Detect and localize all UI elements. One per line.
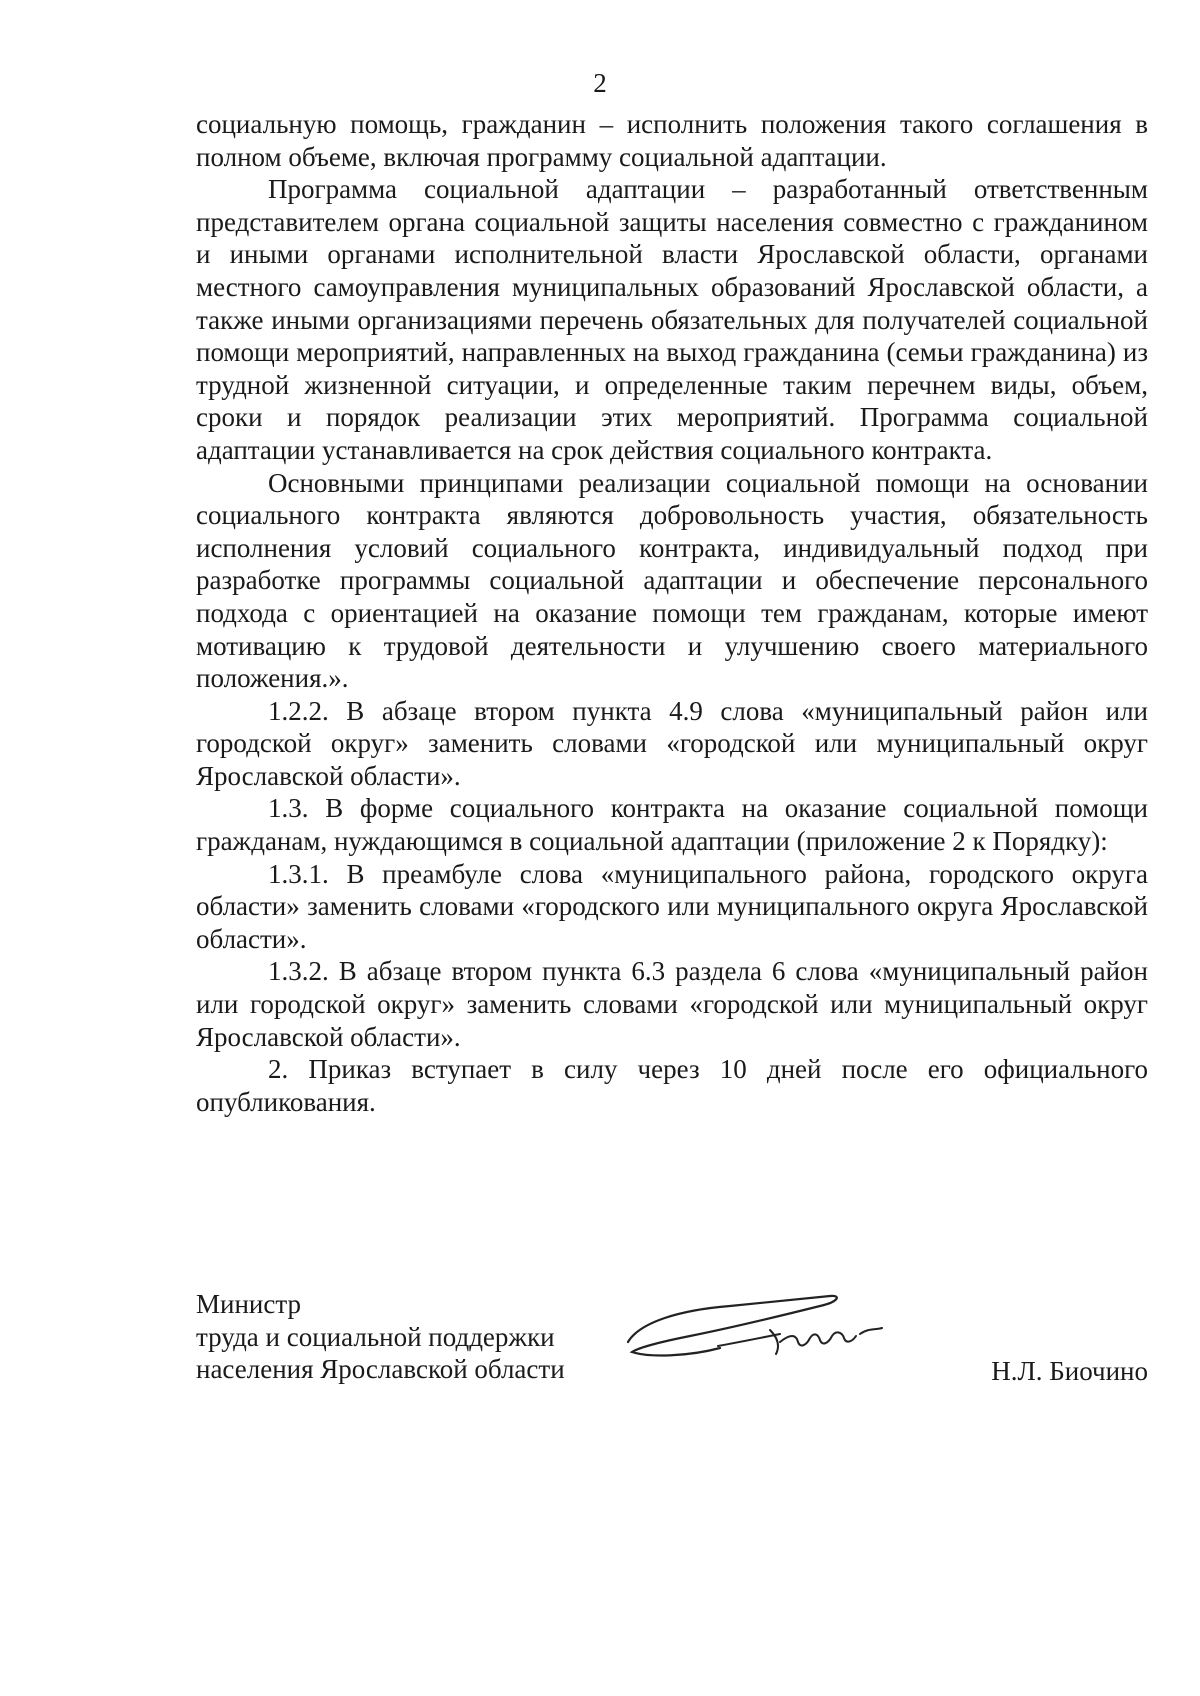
paragraph-1-3-1: 1.3.1. В преамбуле слова «муниципального района, городского округа области» заменить словами «городского или муниципального округа Ярославской области».: [196, 858, 1148, 954]
paragraph-continuation: социальную помощь, гражданин – исполнить положения такого соглашения в полном объеме, включая программу социальной адаптации.: [196, 109, 1148, 172]
paragraph-adaptation-program: Программа социальной адаптации – разработанный ответственным представителем органа социальной защиты населения совместно с гражданином и иными органами исполнительной власти Ярославской области, органами местного самоуправления муниципальных образований Ярославской области, а также иными организациями перечень обязательных для получателей социальной помощи мероприятий, направленных на выход гражданина (семьи гражданина) из трудной жизненной ситуации, и определенные таким перечнем виды, объем, сроки и порядок реализации этих мероприятий. Программа социальной адаптации устанавливается на срок действия социального контракта.: [196, 174, 1148, 465]
paragraph-principles: Основными принципами реализации социальной помощи на основании социального контракта являются добровольность участия, обязательность исполнения условий социального контракта, индивидуальный подход при разработке программы социальной адаптации и обеспечение персонального подхода с ориентацией на оказание помощи тем гражданам, которые имеют мотивацию к трудовой деятельности и улучшению своего материального положения.».: [196, 467, 1148, 694]
paragraph-1-3-2: 1.3.2. В абзаце втором пункта 6.3 раздела 6 слова «муниципальный район или городской округ» заменить словами «городской или муниципальный округ Ярославской области».: [196, 956, 1148, 1052]
position-line: населения Ярославской области: [196, 1354, 565, 1384]
paragraph-1-3: 1.3. В форме социального контракта на оказание социальной помощи гражданам, нуждающимся в социальной адаптации (приложение 2 к Порядку):: [196, 793, 1148, 857]
paragraph-1-2-2: 1.2.2. В абзаце втором пункта 4.9 слова «муниципальный район или городской округ» заменить словами «городской или муниципальный округ Ярославской области».: [196, 695, 1148, 791]
page-number: 2: [593, 68, 607, 98]
document-body: [196, 108, 1148, 1118]
paragraph-2-effective-date: 2. Приказ вступает в силу через 10 дней после его официального опубликования.: [196, 1054, 1148, 1117]
position-line: труда и социальной поддержки: [196, 1321, 555, 1352]
signer-name: Н.Л. Биочино: [991, 1356, 1148, 1386]
handwritten-signature: [620, 1272, 920, 1382]
position-line: Министр: [196, 1289, 301, 1319]
signatory-position: [196, 1288, 565, 1386]
